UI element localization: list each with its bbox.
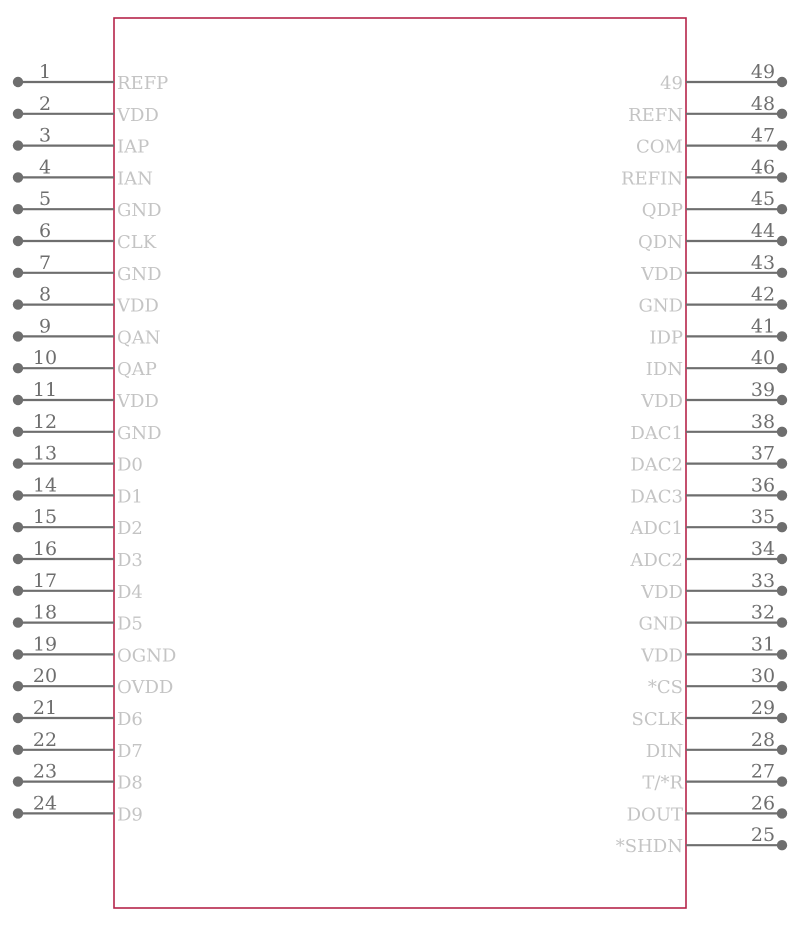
pin-number: 24: [32, 792, 58, 815]
pin-label: ADC1: [630, 518, 683, 540]
pin-endpoint: [777, 649, 787, 659]
pin-endpoint: [13, 586, 23, 596]
pin-number: 1: [38, 61, 52, 83]
pin-endpoint: [777, 745, 787, 755]
pin-label: OGND: [117, 645, 177, 667]
pin-label: IAN: [117, 168, 153, 190]
pin-number: 30: [750, 665, 776, 688]
pin-endpoint: [13, 554, 23, 564]
pin-label: GND: [117, 422, 162, 444]
pin-endpoint: [13, 681, 23, 691]
pin-label: SCLK: [631, 709, 683, 730]
pin-endpoint: [777, 268, 787, 278]
pin-number: 41: [750, 315, 776, 338]
pin-label: 49: [660, 73, 683, 94]
pin-label: DAC2: [630, 454, 683, 476]
pin-label: T/*R: [642, 772, 683, 794]
pin-label: VDD: [117, 104, 159, 126]
pin-endpoint: [777, 490, 787, 500]
pin-label: QAP: [117, 359, 157, 381]
pin-endpoint: [777, 236, 787, 246]
pin-number: 42: [750, 283, 776, 306]
pin-number: 43: [750, 251, 776, 274]
pin-endpoint: [777, 554, 787, 564]
pin-number: 9: [38, 315, 52, 338]
pin-endpoint: [13, 77, 23, 87]
pin-endpoint: [777, 172, 787, 182]
pin-label: GND: [638, 613, 683, 635]
pin-endpoint: [13, 268, 23, 278]
pin-label: DAC1: [630, 422, 683, 444]
pin-number: 47: [750, 124, 776, 147]
pin-label: QDN: [638, 232, 683, 253]
pin-endpoint: [13, 204, 23, 214]
pin-number: 5: [38, 188, 52, 211]
pin-label: VDD: [641, 263, 683, 285]
pin-number: 23: [32, 760, 58, 783]
pin-number: 14: [32, 474, 58, 497]
pin-endpoint: [13, 649, 23, 659]
pin-endpoint: [777, 363, 787, 373]
pin-label: VDD: [641, 645, 683, 667]
pin-endpoint: [777, 299, 787, 309]
pin-endpoint: [777, 427, 787, 437]
pin-label: D6: [117, 709, 143, 730]
pin-label: ADC2: [630, 550, 683, 571]
pin-label: D4: [117, 581, 143, 603]
pin-label: VDD: [117, 391, 159, 412]
pin-number: 22: [32, 728, 58, 751]
pin-number: 25: [750, 824, 776, 847]
pin-label: D5: [117, 613, 143, 635]
pin-number: 12: [32, 410, 58, 433]
pin-label: DAC3: [630, 486, 683, 508]
pin-endpoint: [777, 77, 787, 87]
pin-number: 15: [32, 506, 58, 529]
pin-label: VDD: [117, 295, 159, 317]
pin-number: 28: [750, 728, 776, 751]
pin-endpoint: [777, 204, 787, 214]
pin-number: 45: [750, 188, 776, 211]
pin-endpoint: [13, 427, 23, 437]
pin-number: 32: [750, 601, 776, 624]
pin-label: D3: [117, 550, 143, 571]
pin-endpoint: [777, 522, 787, 532]
pin-number: 20: [32, 665, 58, 688]
pin-endpoint: [777, 331, 787, 341]
pin-number: 33: [750, 569, 776, 592]
pin-label: QAN: [117, 327, 161, 349]
pin-endpoint: [777, 586, 787, 596]
pin-label: D2: [117, 518, 143, 540]
pin-label: DOUT: [626, 804, 683, 826]
pin-label: D1: [117, 486, 143, 508]
pin-number: 13: [32, 442, 58, 465]
pin-endpoint: [777, 808, 787, 818]
pin-endpoint: [13, 172, 23, 182]
pin-number: 49: [750, 61, 776, 83]
left-pin-group: [13, 61, 177, 825]
ic-body-outline: [114, 18, 686, 908]
pin-label: REFIN: [620, 168, 683, 190]
pin-label: GND: [117, 263, 162, 285]
pin-number: 6: [38, 220, 52, 242]
pin-number: 36: [750, 474, 776, 497]
pin-number: 26: [750, 792, 776, 815]
pin-endpoint: [777, 681, 787, 691]
pin-label: *SHDN: [615, 836, 683, 858]
pin-number: 38: [750, 410, 776, 433]
pin-number: 17: [32, 569, 58, 592]
pin-number: 31: [750, 633, 776, 656]
pin-number: 37: [750, 442, 776, 465]
pin-endpoint: [777, 458, 787, 468]
pin-label: QDP: [641, 200, 683, 222]
pin-label: GND: [638, 295, 683, 317]
pin-number: 27: [750, 760, 776, 783]
pin-label: *CS: [647, 677, 683, 699]
pin-label: VDD: [641, 391, 683, 412]
pin-number: 2: [38, 92, 52, 115]
pin-label: GND: [117, 200, 162, 222]
pin-label: VDD: [641, 581, 683, 603]
pin-number: 39: [750, 379, 776, 401]
pin-number: 10: [32, 347, 58, 370]
pin-label: D0: [117, 454, 143, 476]
pin-label: REFN: [628, 104, 683, 126]
pin-endpoint: [13, 331, 23, 341]
pin-label: COM: [636, 136, 683, 158]
pin-endpoint: [13, 490, 23, 500]
pin-number: 8: [38, 283, 52, 306]
pin-label: IDN: [645, 359, 683, 381]
pin-label: REFP: [117, 73, 169, 94]
pin-endpoint: [13, 363, 23, 373]
pin-endpoint: [13, 395, 23, 405]
pin-endpoint: [13, 713, 23, 723]
pin-number: 4: [38, 156, 52, 179]
pin-endpoint: [13, 236, 23, 246]
pin-number: 21: [32, 697, 58, 719]
pin-number: 44: [750, 220, 776, 242]
pin-number: 18: [32, 601, 58, 624]
pin-endpoint: [13, 299, 23, 309]
pin-label: D7: [117, 740, 143, 762]
pin-endpoint: [777, 617, 787, 627]
pin-label: CLK: [117, 232, 157, 253]
pin-endpoint: [13, 109, 23, 119]
pin-number: 34: [750, 538, 776, 560]
pin-label: IAP: [117, 136, 150, 158]
pin-endpoint: [13, 140, 23, 150]
pin-endpoint: [777, 776, 787, 786]
pin-number: 46: [750, 156, 776, 179]
pin-label: DIN: [645, 740, 683, 762]
pin-endpoint: [777, 109, 787, 119]
pin-endpoint: [13, 617, 23, 627]
pin-endpoint: [13, 745, 23, 755]
pin-number: 11: [32, 379, 58, 401]
pin-label: IDP: [649, 327, 683, 349]
pin-number: 19: [32, 633, 58, 656]
pin-label: OVDD: [117, 677, 174, 699]
pin-number: 3: [38, 124, 52, 147]
pin-endpoint: [13, 522, 23, 532]
pin-endpoint: [777, 840, 787, 850]
pin-endpoint: [13, 776, 23, 786]
pin-number: 40: [750, 347, 776, 370]
pin-endpoint: [13, 808, 23, 818]
pin-label: D9: [117, 804, 143, 826]
pin-number: 48: [750, 92, 776, 115]
pin-endpoint: [777, 713, 787, 723]
right-pin-group: [616, 61, 787, 857]
pin-label: D8: [117, 772, 143, 794]
pin-number: 16: [32, 538, 58, 560]
pin-endpoint: [13, 458, 23, 468]
pin-endpoint: [777, 140, 787, 150]
pin-number: 35: [750, 506, 776, 529]
pin-endpoint: [777, 395, 787, 405]
pin-number: 29: [750, 697, 776, 719]
pin-number: 7: [38, 251, 52, 274]
